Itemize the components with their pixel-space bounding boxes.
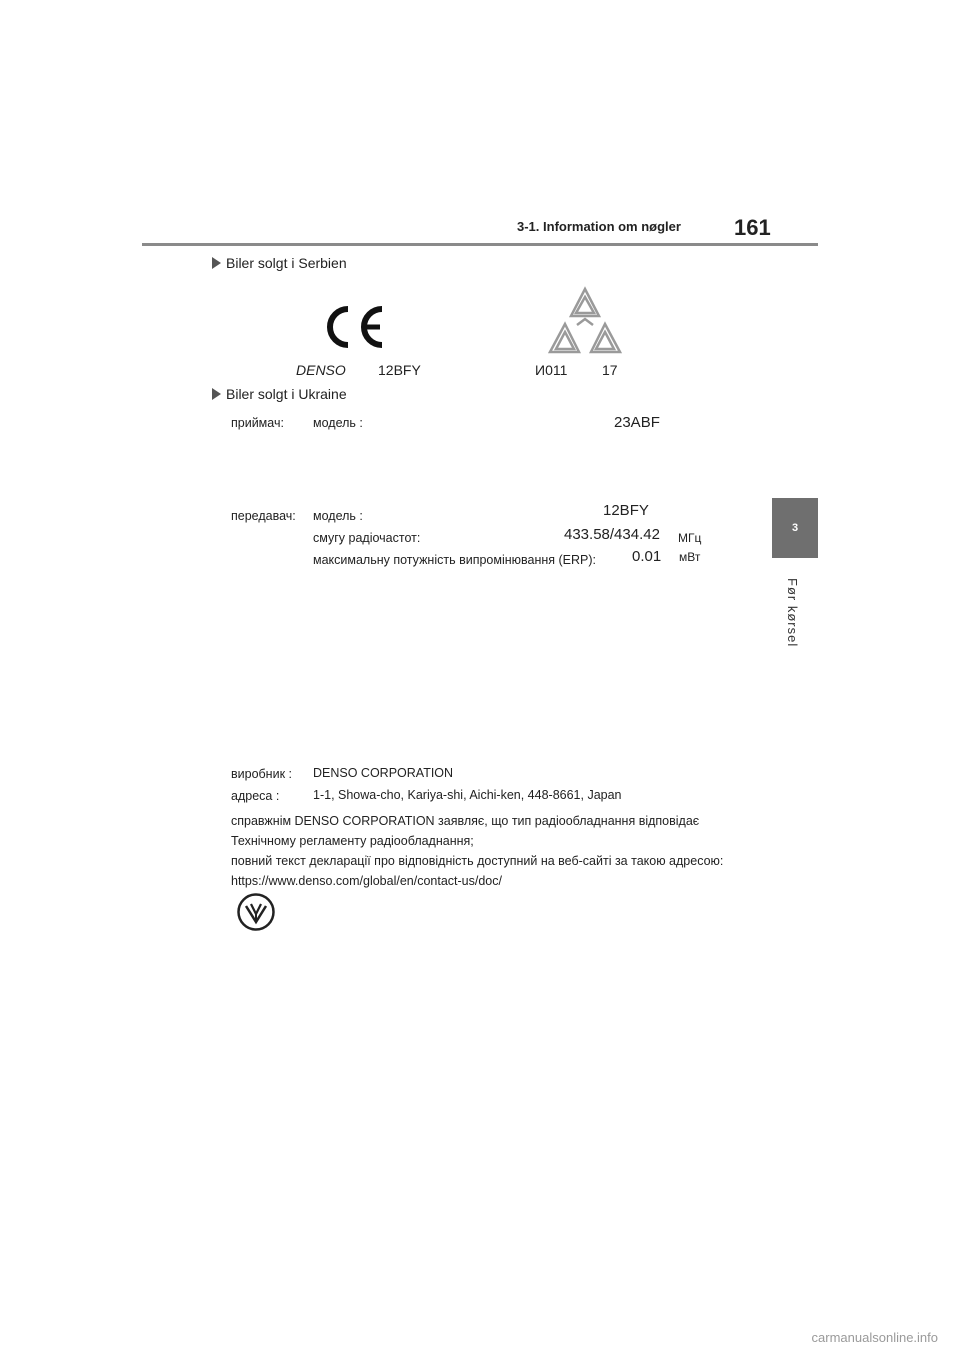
manufacturer-label: виробник : [231,767,292,781]
band-unit: МГц [678,531,702,545]
footer-watermark[interactable]: carmanualsonline.info [811,1330,938,1345]
address-text: 1-1, Showa-cho, Kariya-shi, Aichi-ken, 448-8661, Japan [313,788,622,802]
serbia-model: 12BFY [378,362,421,378]
declaration-line: справжнім DENSO CORPORATION заявляє, що тип радіообладнання відповідає [231,814,700,828]
manufacturer-name: DENSO CORPORATION [313,766,454,780]
receiver-model-label: модель : [313,416,363,430]
serbia-heading [212,255,347,271]
serbian-approval-mark-icon [546,286,624,356]
ukrainian-conformity-mark-icon [236,892,276,932]
receiver-model: 23ABF [614,414,660,431]
serbia-heading-text: Biler solgt i Serbien [226,255,347,271]
power-value: 0.01 [632,548,662,565]
ce-mark-icon [318,303,386,351]
power-unit: мВт [679,550,701,564]
chapter-label: Før kørsel [785,578,800,648]
section-title: 3-1. Information om nøgler [517,219,681,234]
chapter-tab[interactable] [772,498,818,558]
page-number: 161 [734,215,771,240]
ukraine-heading-text: Biler solgt i Ukraine [226,386,347,402]
transmitter-model: 12BFY [603,502,649,519]
header-rule [142,243,818,246]
declaration-line: Технічному регламенту радіообладнання; [231,834,474,848]
power-label: максимальну потужність випромінювання (ERP): [313,553,597,567]
serbia-approval-code: И011 [535,362,568,378]
address-label: адреса : [231,789,280,803]
receiver-label: приймач: [231,416,284,430]
serbia-brand: DENSO [296,362,346,378]
declaration-url[interactable]: https://www.denso.com/global/en/contact-us/doc/ [231,874,502,888]
declaration-line: повний текст декларації про відповідність доступний на веб-сайті за такою адресою: [231,854,724,868]
transmitter-label: передавач: [231,509,296,523]
band-label: смугу радіочастот: [313,531,421,545]
bullet-arrow-icon [212,257,221,269]
bullet-arrow-icon [212,388,221,400]
band-value: 433.58/434.42 [564,526,660,543]
ukraine-heading [212,386,347,402]
serbia-approval-year: 17 [602,362,618,378]
chapter-number: 3 [791,522,799,534]
transmitter-model-label: модель : [313,509,363,523]
